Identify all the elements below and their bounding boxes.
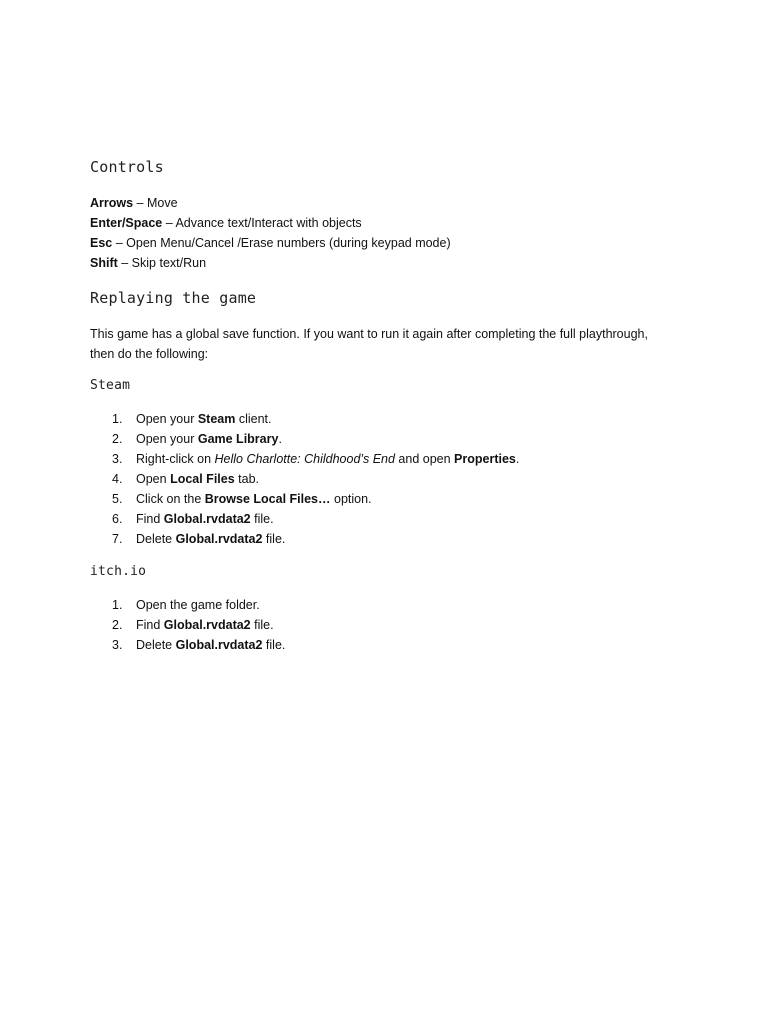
itchio-steps bbox=[90, 595, 285, 655]
itchio-heading: itch.io bbox=[90, 564, 147, 579]
replaying-heading: Replaying the game bbox=[90, 289, 257, 307]
intro-line-1: This game has a global save function. If you want to run it again after completing the full playthrough, bbox=[90, 327, 648, 341]
step-number: 6. bbox=[112, 512, 123, 526]
control-key: Esc bbox=[90, 236, 113, 250]
step-text: tab. bbox=[234, 472, 259, 486]
step-bold: Properties bbox=[454, 452, 516, 466]
step-number: 3. bbox=[112, 638, 123, 652]
step-text: file. bbox=[250, 512, 274, 526]
control-desc: – Open Menu/Cancel /Erase numbers (during keypad mode) bbox=[112, 236, 451, 250]
intro-line-2: then do the following: bbox=[90, 347, 209, 361]
control-desc: – Skip text/Run bbox=[117, 256, 207, 270]
step-number: 5. bbox=[112, 492, 123, 506]
step-text: file. bbox=[262, 532, 286, 546]
control-key: Shift bbox=[90, 256, 118, 270]
step-text: Delete bbox=[136, 638, 176, 652]
step-number: 3. bbox=[112, 452, 123, 466]
step-text: . bbox=[278, 432, 282, 446]
steam-steps bbox=[90, 409, 519, 549]
step-bold: Global.rvdata2 bbox=[163, 618, 251, 632]
control-line bbox=[90, 193, 451, 213]
step-text: Right-click on bbox=[136, 452, 215, 466]
step-text: option. bbox=[330, 492, 372, 506]
step-text: . bbox=[515, 452, 520, 466]
list-item bbox=[90, 429, 519, 449]
control-line bbox=[90, 253, 451, 273]
step-bold: Local Files bbox=[170, 472, 235, 486]
step-bold: Browse Local Files… bbox=[204, 492, 331, 506]
step-text: Find bbox=[136, 512, 164, 526]
control-key: Arrows bbox=[90, 196, 134, 210]
list-item bbox=[90, 509, 519, 529]
list-item bbox=[90, 489, 519, 509]
step-number: 1. bbox=[112, 598, 123, 612]
list-item bbox=[90, 615, 285, 635]
step-text: Open your bbox=[136, 412, 198, 426]
control-desc: – Move bbox=[133, 196, 178, 210]
step-number: 1. bbox=[112, 412, 123, 426]
step-text: client. bbox=[235, 412, 272, 426]
step-number: 2. bbox=[112, 432, 123, 446]
control-key: Enter/Space bbox=[90, 216, 163, 230]
list-item bbox=[90, 409, 519, 429]
step-bold: Global.rvdata2 bbox=[163, 512, 251, 526]
control-desc: – Advance text/Interact with objects bbox=[162, 216, 362, 230]
step-bold: Global.rvdata2 bbox=[175, 638, 263, 652]
step-text: Delete bbox=[136, 532, 176, 546]
controls-list bbox=[90, 193, 451, 273]
step-text: file. bbox=[262, 638, 286, 652]
replaying-intro bbox=[90, 324, 690, 364]
control-line bbox=[90, 233, 451, 253]
step-text: and open bbox=[394, 452, 455, 466]
step-number: 7. bbox=[112, 532, 123, 546]
step-bold: Game Library bbox=[197, 432, 279, 446]
step-bold: Global.rvdata2 bbox=[175, 532, 263, 546]
step-text: Open your bbox=[136, 432, 198, 446]
list-item bbox=[90, 595, 285, 615]
step-text: Open the game folder. bbox=[136, 598, 260, 612]
controls-heading: Controls bbox=[90, 158, 164, 176]
step-text: Click on the bbox=[136, 492, 205, 506]
list-item bbox=[90, 449, 519, 469]
game-title: Hello Charlotte: Childhood’s End bbox=[214, 452, 395, 466]
list-item bbox=[90, 529, 519, 549]
step-number: 4. bbox=[112, 472, 123, 486]
step-number: 2. bbox=[112, 618, 123, 632]
step-text: Open bbox=[136, 472, 171, 486]
step-text: file. bbox=[250, 618, 274, 632]
step-bold: Steam bbox=[197, 412, 236, 426]
control-line bbox=[90, 213, 451, 233]
steam-heading: Steam bbox=[90, 378, 131, 393]
step-text: Find bbox=[136, 618, 164, 632]
list-item bbox=[90, 635, 285, 655]
list-item bbox=[90, 469, 519, 489]
